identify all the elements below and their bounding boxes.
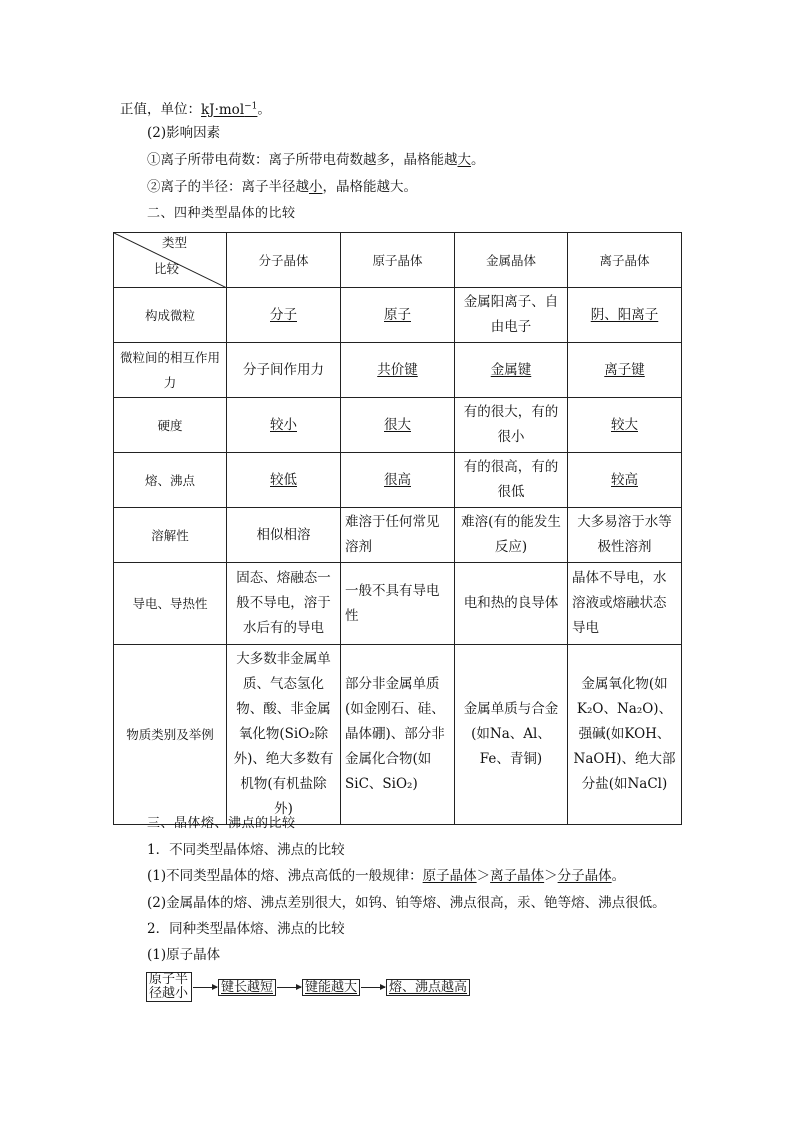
table-row xyxy=(114,288,682,343)
subsection2-title: 2．同种类型晶体熔、沸点的比较 xyxy=(147,921,345,937)
table-cell: 较低 xyxy=(227,453,341,508)
radius-answer: 小 xyxy=(309,179,323,195)
table-cell: 较小 xyxy=(227,398,341,453)
rule-answer-molecular: 分子晶体 xyxy=(557,868,612,884)
table-row xyxy=(114,508,682,563)
table-cell: 难溶于任何常见溶剂 xyxy=(341,508,455,563)
table-cell: 金属氧化物(如K₂O、Na₂O)、强碱(如KOH、NaOH)、绝大部分盐(如NaCl) xyxy=(568,645,682,825)
table-cell: 分子间作用力 xyxy=(227,343,341,398)
row-label: 物质类别及举例 xyxy=(114,645,227,825)
unit-line: 正值，单位：kJ·mol$^{-1}$。 xyxy=(120,101,271,118)
arrow-icon xyxy=(277,987,301,988)
section2-title: 二、四种类型晶体的比较 xyxy=(147,206,296,221)
flow-step-bond-length: 键长越短 xyxy=(218,979,276,996)
arrow-icon xyxy=(361,987,385,988)
row-label: 构成微粒 xyxy=(114,288,227,343)
table-cell: 离子键 xyxy=(568,343,682,398)
table-cell: 较大 xyxy=(568,398,682,453)
table-cell: 阴、阳离子 xyxy=(568,288,682,343)
influence-factors-heading: (2)影响因素 xyxy=(147,125,221,141)
header-ionic: 离子晶体 xyxy=(568,233,682,288)
table-cell: 有的很高，有的很低 xyxy=(455,453,568,508)
table-row xyxy=(114,645,682,825)
rule-answer-ionic: 离子晶体 xyxy=(490,868,545,884)
row-label: 微粒间的相互作用力 xyxy=(114,343,227,398)
table-cell: 较高 xyxy=(568,453,682,508)
table-cell: 金属键 xyxy=(455,343,568,398)
table-cell: 一般不具有导电性 xyxy=(341,563,455,645)
flow-step-bond-energy: 键能越大 xyxy=(302,979,360,996)
row-label: 导电、导热性 xyxy=(114,563,227,645)
table-header-row xyxy=(114,233,682,288)
corner-cell: 类型 比较 xyxy=(114,233,227,288)
general-rule-line: (1)不同类型晶体的熔、沸点高低的一般规律：原子晶体＞离子晶体＞分子晶体。 xyxy=(147,868,626,884)
metal-crystal-line: (2)金属晶体的熔、沸点差别很大，如钨、铂等熔、沸点很高，汞、铯等熔、沸点很低。 xyxy=(147,895,666,911)
subsection1-title: 1．不同类型晶体熔、沸点的比较 xyxy=(147,842,345,858)
table-cell: 分子 xyxy=(227,288,341,343)
atomic-crystal-flow xyxy=(146,972,470,1002)
table-cell: 有的很大，有的很小 xyxy=(455,398,568,453)
header-molecular: 分子晶体 xyxy=(227,233,341,288)
flow-step-radius: 原子半径越小 xyxy=(146,972,192,1002)
table-row xyxy=(114,398,682,453)
table-cell: 金属单质与合金(如Na、Al、Fe、青铜) xyxy=(455,645,568,825)
table-cell: 固态、熔融态一般不导电，溶于水后有的导电 xyxy=(227,563,341,645)
section3-title: 三、晶体熔、沸点的比较 xyxy=(147,816,296,831)
radius-factor-line: ②离子的半径：离子半径越小，晶格能越大。 xyxy=(147,179,417,195)
table-row xyxy=(114,343,682,398)
charge-answer: 大 xyxy=(457,152,471,168)
arrow-icon xyxy=(193,987,217,988)
rule-answer-atomic: 原子晶体 xyxy=(422,868,477,884)
table-cell: 大多易溶于水等极性溶剂 xyxy=(568,508,682,563)
table-row xyxy=(114,563,682,645)
table-cell: 很大 xyxy=(341,398,455,453)
header-metallic: 金属晶体 xyxy=(455,233,568,288)
row-label: 硬度 xyxy=(114,398,227,453)
table-cell: 原子 xyxy=(341,288,455,343)
atomic-crystal-heading: (1)原子晶体 xyxy=(147,947,221,963)
table-cell: 难溶(有的能发生反应) xyxy=(455,508,568,563)
table-cell: 大多数非金属单质、气态氢化物、酸、非金属氧化物(SiO₂除外)、绝大多数有机物(有机盐除外) xyxy=(227,645,341,825)
table-cell: 部分非金属单质(如金刚石、硅、晶体硼)、部分非金属化合物(如SiC、SiO₂) xyxy=(341,645,455,825)
flow-step-melting-point: 熔、沸点越高 xyxy=(386,979,470,996)
table-cell: 金属阳离子、自由电子 xyxy=(455,288,568,343)
table-cell: 电和热的良导体 xyxy=(455,563,568,645)
table-cell: 晶体不导电，水溶液或熔融状态导电 xyxy=(568,563,682,645)
table-cell: 相似相溶 xyxy=(227,508,341,563)
table-row xyxy=(114,453,682,508)
header-atomic: 原子晶体 xyxy=(341,233,455,288)
table-cell: 很高 xyxy=(341,453,455,508)
row-label: 熔、沸点 xyxy=(114,453,227,508)
row-label: 溶解性 xyxy=(114,508,227,563)
unit-answer: kJ·mol$^{-1}$ xyxy=(201,101,258,118)
charge-factor-line: ①离子所带电荷数：离子所带电荷数越多，晶格能越大。 xyxy=(147,152,485,168)
table-cell: 共价键 xyxy=(341,343,455,398)
crystal-comparison-table xyxy=(113,232,682,825)
